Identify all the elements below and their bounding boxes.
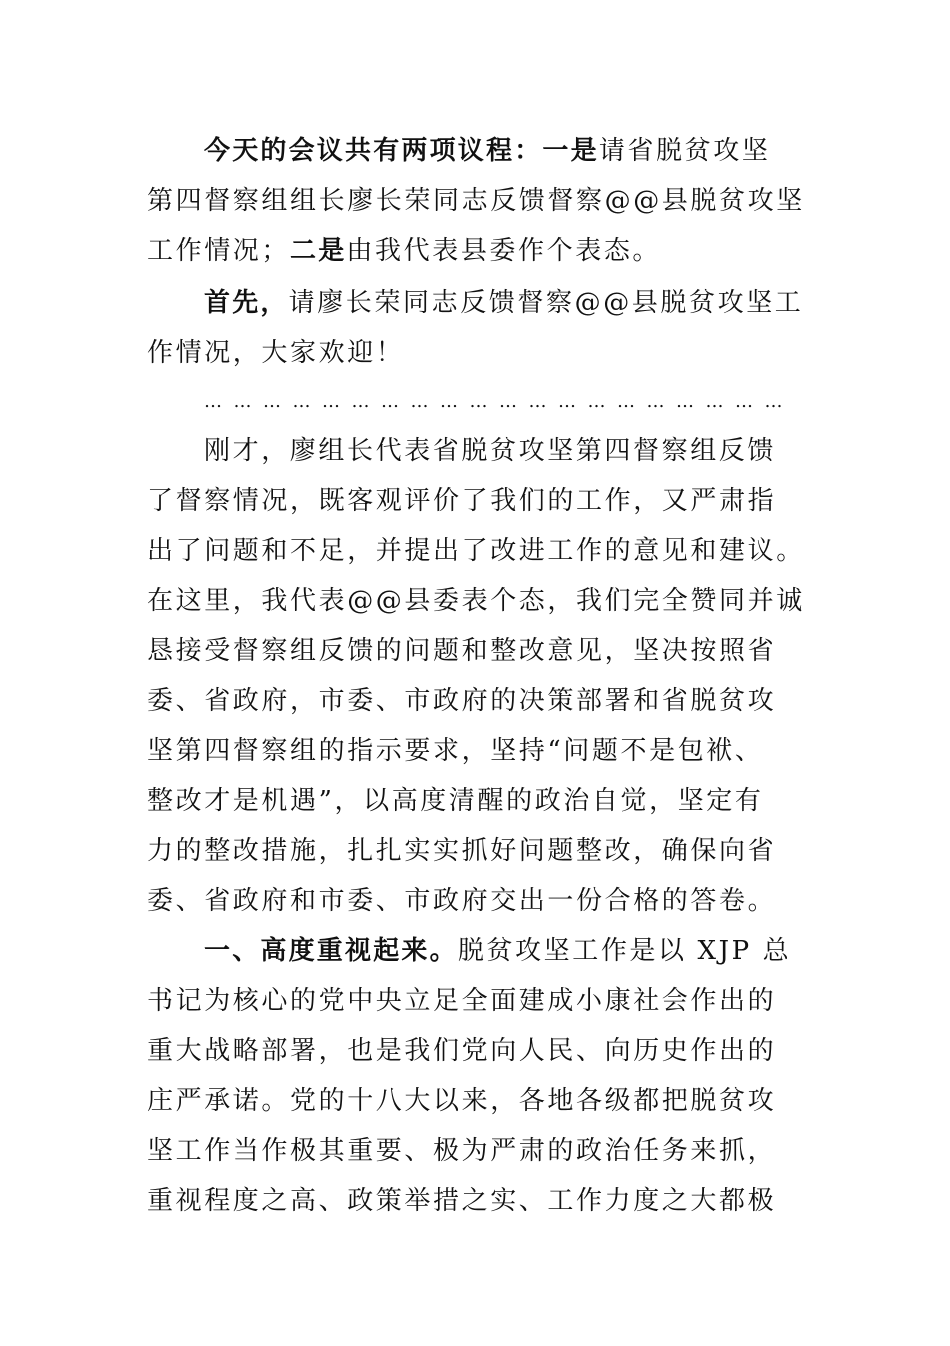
text-line: 委、省政府，市委、市政府的决策部署和省脱贫攻 bbox=[147, 686, 777, 716]
ellipsis-glyph: … bbox=[292, 391, 312, 412]
paragraph-section-one bbox=[147, 926, 807, 1226]
text-line: 一、高度重视起来。脱贫攻坚工作是以 XJP 总 bbox=[204, 936, 792, 966]
text-line: 在这里，我代表@@县委表个态，我们完全赞同并诚 bbox=[147, 586, 805, 616]
ellipsis-separator bbox=[147, 378, 807, 426]
ellipsis-glyph: … bbox=[381, 391, 400, 412]
text-line: 委、省政府和市委、市政府交出一份合格的答卷。 bbox=[147, 886, 777, 916]
ellipsis-glyph: … bbox=[646, 391, 666, 412]
text-line: 力的整改措施，扎扎实实抓好问题整改，确保向省 bbox=[147, 836, 777, 866]
bold-lead: 今天的会议共有两项议程：一是 bbox=[204, 136, 599, 166]
ellipsis-glyph: … bbox=[528, 391, 548, 412]
text-line: 工作情况；二是由我代表县委作个表态。 bbox=[147, 236, 662, 266]
ellipsis-glyph: … bbox=[587, 391, 607, 412]
text-line: 整改才是机遇”，以高度清醒的政治自觉，坚定有 bbox=[147, 786, 764, 816]
bold-lead: 二是 bbox=[290, 236, 347, 266]
ellipsis-glyph: … bbox=[735, 391, 754, 412]
ellipsis-glyph: … bbox=[499, 391, 518, 412]
text-line: 庄严承诺。党的十八大以来，各地各级都把脱贫攻 bbox=[147, 1086, 777, 1116]
ellipsis-glyph: … bbox=[617, 391, 636, 412]
ellipsis-glyph: … bbox=[469, 391, 489, 412]
text-line: 作情况，大家欢迎！ bbox=[147, 338, 405, 368]
text-line: 坚第四督察组的指示要求，坚持“问题不是包袱、 bbox=[147, 736, 764, 766]
paragraph-response bbox=[147, 426, 807, 926]
ellipsis-glyph: … bbox=[410, 391, 430, 412]
ellipsis-glyph: … bbox=[705, 391, 725, 412]
ellipsis-glyph: … bbox=[351, 391, 371, 412]
ellipsis-glyph: … bbox=[558, 391, 577, 412]
text-line: 了督察情况，既客观评价了我们的工作，又严肃指 bbox=[147, 486, 777, 516]
text-line: 重大战略部署，也是我们党向人民、向历史作出的 bbox=[147, 1036, 777, 1066]
text-line: 刚才，廖组长代表省脱贫攻坚第四督察组反馈 bbox=[204, 436, 777, 466]
ellipsis-glyph: … bbox=[263, 391, 282, 412]
ellipsis-glyph: … bbox=[204, 391, 223, 412]
paragraph-first bbox=[147, 278, 807, 378]
text-line: 出了问题和不足，并提出了改进工作的意见和建议。 bbox=[147, 536, 805, 566]
text-line: 恳接受督察组反馈的问题和整改意见，坚决按照省 bbox=[147, 636, 777, 666]
text-line: 第四督察组组长廖长荣同志反馈督察@@县脱贫攻坚 bbox=[147, 186, 805, 216]
document-body bbox=[147, 126, 807, 1226]
ellipsis-glyph: … bbox=[764, 391, 784, 412]
text-line: 今天的会议共有两项议程：一是请省脱贫攻坚 bbox=[204, 136, 771, 166]
section-heading: 一、高度重视起来。 bbox=[204, 936, 458, 966]
ellipsis-glyph: … bbox=[233, 391, 253, 412]
ellipsis-glyph: … bbox=[322, 391, 341, 412]
text-line: 首先，请廖长荣同志反馈督察@@县脱贫攻坚工 bbox=[204, 288, 804, 318]
ellipsis-glyph: … bbox=[440, 391, 459, 412]
text-line: 书记为核心的党中央立足全面建成小康社会作出的 bbox=[147, 986, 777, 1016]
text-line: 坚工作当作极其重要、极为严肃的政治任务来抓， bbox=[147, 1136, 777, 1166]
text-line: 重视程度之高、政策举措之实、工作力度之大都极 bbox=[147, 1186, 777, 1216]
paragraph-agenda bbox=[147, 126, 807, 276]
bold-lead: 首先， bbox=[204, 288, 289, 318]
ellipsis-glyph: … bbox=[676, 391, 695, 412]
